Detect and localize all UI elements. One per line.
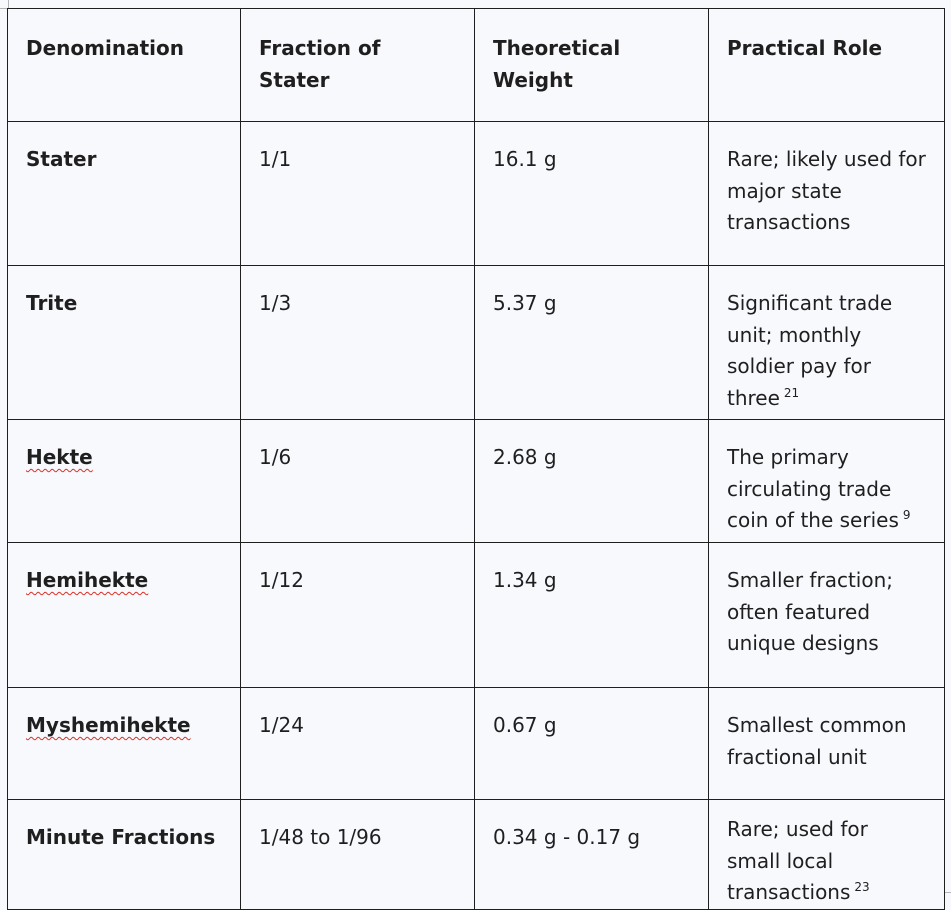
role-cell [709,122,945,266]
denomination-cell [8,543,241,688]
denomination-text: Hemihekte [26,568,149,592]
table-row [8,543,945,688]
fraction-cell: 1/6 [241,420,475,543]
table-row [8,800,945,910]
weight-cell: 16.1 g [475,122,709,266]
role-text: The primary circulating trade coin of the series [727,445,899,532]
weight-cell: 0.67 g [475,688,709,800]
role-cell [709,420,945,543]
role-cell [709,800,945,910]
weight-cell: 1.34 g [475,543,709,688]
citation-link[interactable]: 23 [854,880,870,894]
denomination-text: Myshemihekte [26,713,191,737]
role-cell [709,688,945,800]
denomination-text: Minute Fractions [26,825,216,849]
table-row [8,122,945,266]
citation-link[interactable]: 21 [783,385,800,400]
header-weight: Theoretical Weight [475,9,709,122]
citation-link[interactable]: 9 [902,508,911,522]
role-cell [709,266,945,420]
role-text: Smaller fraction; often featured unique designs [727,568,893,655]
role-text: Rare; used for small local transactions [727,817,868,904]
table-row [8,420,945,543]
weight-cell: 5.37 g [475,266,709,420]
denomination-table [7,8,945,910]
role-text: Rare; likely used for major state transactions [727,147,926,234]
table-row [8,266,945,420]
fraction-cell: 1/1 [241,122,475,266]
denomination-cell [8,266,241,420]
header-fraction: Fraction of Stater [241,9,475,122]
denomination-text: Trite [26,291,78,315]
fraction-cell: 1/48 to 1/96 [241,800,475,910]
header-role: Practical Role [709,9,945,122]
denomination-cell [8,800,241,910]
role-text: Significant trade unit; monthly soldier pay for three [727,291,893,410]
weight-cell: 2.68 g [475,420,709,543]
denomination-text: Hekte [26,445,93,469]
table-header-row [8,9,945,122]
role-cell [709,543,945,688]
fraction-cell: 1/3 [241,266,475,420]
header-denomination: Denomination [8,9,241,122]
fraction-cell: 1/24 [241,688,475,800]
weight-cell: 0.34 g - 0.17 g [475,800,709,910]
denomination-cell [8,688,241,800]
table-row [8,688,945,800]
denomination-text: Stater [26,147,97,171]
fraction-cell: 1/12 [241,543,475,688]
role-text: Smallest common fractional unit [727,713,907,769]
denomination-cell [8,122,241,266]
denomination-cell [8,420,241,543]
